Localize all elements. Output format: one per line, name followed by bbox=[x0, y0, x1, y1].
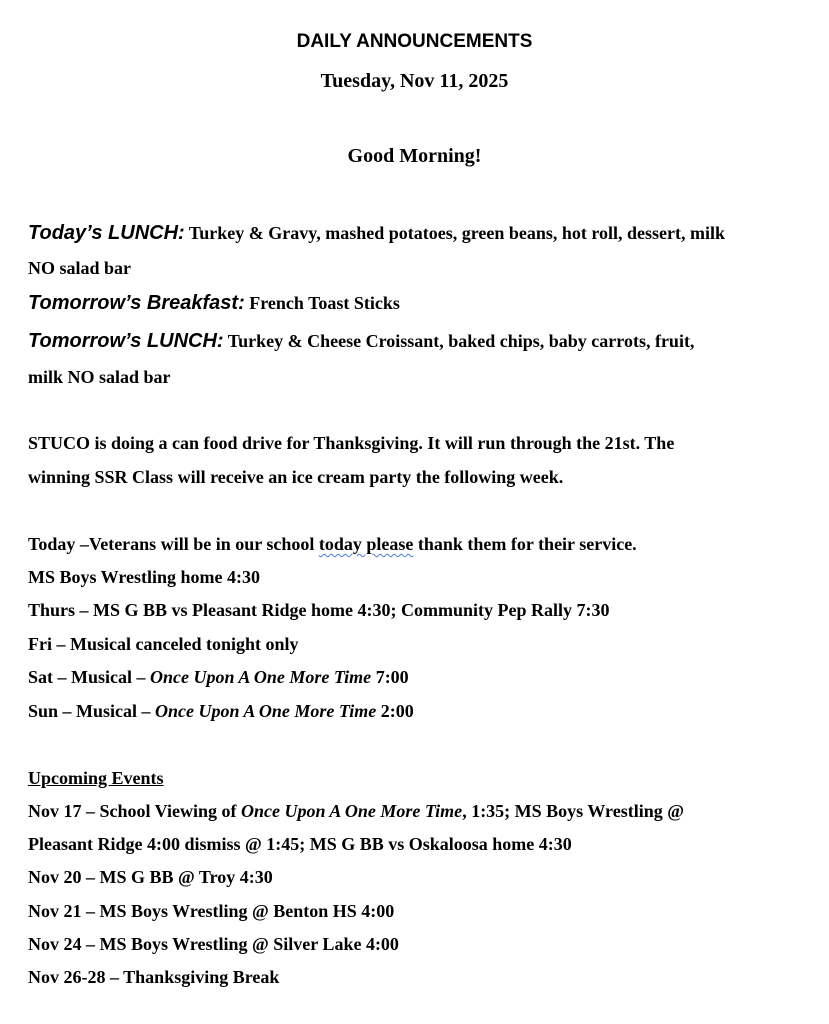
tomorrow-lunch-label: Tomorrow’s LUNCH: bbox=[28, 330, 224, 352]
saturday-event bbox=[28, 665, 409, 689]
nov26-event: Nov 26-28 – Thanksgiving Break bbox=[28, 967, 280, 987]
nov17-text: Nov 17 – School Viewing of bbox=[28, 801, 242, 821]
sunday-event bbox=[28, 699, 414, 723]
stuco-line-1: STUCO is doing a can food drive for Thanksgiving. It will run through the 21st. The bbox=[28, 433, 675, 453]
today-lunch-label: Today’s LUNCH: bbox=[28, 222, 185, 244]
date: Tuesday, Nov 11, 2025 bbox=[320, 70, 509, 92]
stuco-line-2: winning SSR Class will receive an ice cream party the following week. bbox=[28, 467, 564, 487]
nov17-show-title: Once Upon A One More Time bbox=[241, 801, 463, 821]
sat-show-title: Once Upon A One More Time bbox=[150, 667, 372, 687]
upcoming-heading bbox=[28, 766, 164, 790]
today-lunch-cont: NO salad bar bbox=[28, 258, 132, 278]
nov17-event-cont: Pleasant Ridge 4:00 dismiss @ 1:45; MS G BB vs Oskaloosa home 4:30 bbox=[28, 834, 572, 854]
sat-text: Sat – Musical – bbox=[28, 667, 151, 687]
breakfast-text: French Toast Sticks bbox=[244, 293, 400, 313]
nov20-event: Nov 20 – MS G BB @ Troy 4:30 bbox=[28, 867, 273, 887]
nov21-event: Nov 21 – MS Boys Wrestling @ Benton HS 4:00 bbox=[28, 901, 395, 921]
friday-event: Fri – Musical canceled tonight only bbox=[28, 634, 299, 654]
sun-text: Sun – Musical – bbox=[28, 701, 156, 721]
spellcheck-underline-text: today please bbox=[318, 534, 414, 554]
thursday-event: Thurs – MS G BB vs Pleasant Ridge home 4:30; Community Pep Rally 7:30 bbox=[28, 600, 610, 620]
tomorrow-lunch-text: Turkey & Cheese Croissant, baked chips, baby carrots, fruit, bbox=[223, 331, 695, 351]
tomorrow-lunch-cont: milk NO salad bar bbox=[28, 367, 171, 387]
today-lunch-text: Turkey & Gravy, mashed potatoes, green beans, hot roll, dessert, milk bbox=[184, 223, 726, 243]
tomorrow-breakfast bbox=[28, 291, 400, 315]
nov17-event bbox=[28, 799, 684, 823]
sun-time: 2:00 bbox=[376, 701, 414, 721]
upcoming-heading-text: Upcoming Events bbox=[28, 768, 164, 788]
nov24-event: Nov 24 – MS Boys Wrestling @ Silver Lake 4:00 bbox=[28, 934, 399, 954]
breakfast-label: Tomorrow’s Breakfast: bbox=[28, 292, 245, 314]
nov17-text-end: , 1:35; MS Boys Wrestling @ bbox=[462, 801, 684, 821]
sun-show-title: Once Upon A One More Time bbox=[155, 701, 377, 721]
tomorrow-lunch bbox=[28, 329, 694, 353]
wrestling-today: MS Boys Wrestling home 4:30 bbox=[28, 567, 261, 587]
greeting: Good Morning! bbox=[347, 145, 482, 167]
sat-time: 7:00 bbox=[371, 667, 409, 687]
today-veterans bbox=[28, 532, 637, 556]
today-text-end: thank them for their service. bbox=[413, 534, 637, 554]
page-title: DAILY ANNOUNCEMENTS bbox=[296, 31, 533, 52]
today-lunch bbox=[28, 221, 725, 245]
today-text: Today –Veterans will be in our school bbox=[28, 534, 319, 554]
